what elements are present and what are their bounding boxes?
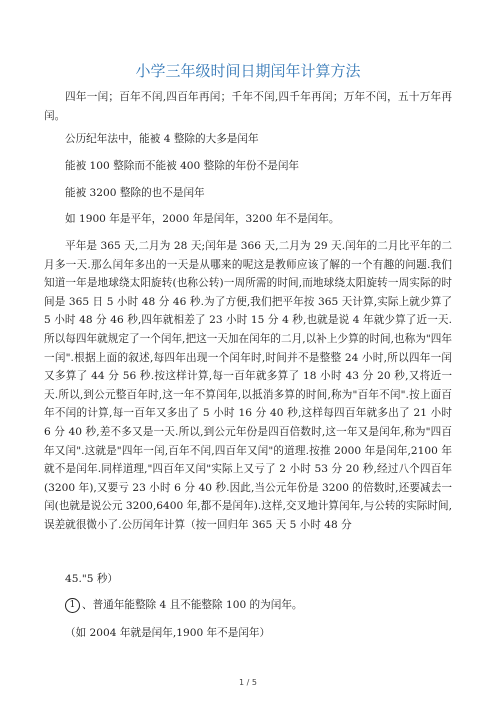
list-item-1 bbox=[44, 596, 452, 615]
page-title: 小学三年级时间日期闰年计算方法 bbox=[135, 62, 361, 80]
paragraph-example-note: （如 2004 年就是闰年,1900 年不是闰年） bbox=[65, 627, 271, 639]
paragraph-intro: 四年一闰；百年不闰,四百年再闰；千年不闰,四千年再闰；万年不闰，五十万年再闰。 bbox=[44, 91, 452, 122]
paragraph-rule-3: 能被 3200 整除的也不是闰年 bbox=[65, 187, 205, 199]
page-indicator: 1 / 5 bbox=[239, 678, 257, 687]
list-number-circle: 1 bbox=[65, 598, 80, 613]
paragraph-rule-1: 公历纪年法中，能被 4 整除的大多是闰年 bbox=[65, 133, 259, 145]
list-item-text: 、普通年能整除 4 且不能整除 100 的为闰年。 bbox=[82, 599, 303, 611]
paragraph-example: 如 1900 年是平年，2000 年是闰年，3200 年不是闰年。 bbox=[65, 213, 340, 225]
paragraph-explanation: 平年是 365 天,二月为 28 天;闰年是 366 天,二月为 29 天.闰年的二月比平年的二月多一天.那么闰年多出的一天是从哪来的呢这是教师应该了解的一个有趣的问题.我们知道一年是地球绕太阳旋转(也称公转)一周所需的时间,而地球绕太阳旋转一周实际的时间是 365 日 5 小时 48 分 46 秒.为了方便,我们把平年按 365 天计算,实际上就少算了 5 小时 48 分 46 秒,四年就相差了 23 小时 15 分 4 秒,也就是说 4 年就少算了近一天.所以每四年就规定了一个闰年,把这一天加在闰年的二月,以补上少算的时间,也称为"四年一闰".根据上面的叙述,每四年出现一个闰年时,时间并不是整整 24 小时,所以四年一闰又多算了 44 分 56 秒.按这样计算,每一百年就多算了 18 小时 43 分 20 秒,又将近一天.所以,到公元整百年时,这一年不算闰年,以抵消多算的时间,称为"百年不闰".按上面百年不闰的计算,每一百年又多出了 5 小时 16 分 40 秒,这样每四百年就多出了 21 小时 6 分 40 秒,差不多又是一天.所以,到公元年份是四百倍数时,这一年又是闰年,称为"四百年又闰".这就是"四年一闰,百年不闰,四百年又闰"的道理.按推 2000 年是闰年,2100 年就不是闰年.同样道理,"四百年又闰"实际上又亏了 2 小时 53 分 20 秒,经过八个四百年(3200 年),又要亏 23 小时 6 分 40 秒.因此,当公元年份是 3200 的倍数时,还要减去一闰(也就是说公元 3200,6400 年,都不是闰年).这样,交叉地计算闰年,与公转的实际时间,误差就很微小了.公历闰年计算（按一回归年 365 天 5 小时 48 分 bbox=[44, 240, 452, 531]
paragraph-seconds: 45."5 秒） bbox=[65, 573, 119, 585]
paragraph-rule-2: 能被 100 整除而不能被 400 整除的年份不是闰年 bbox=[65, 160, 300, 172]
